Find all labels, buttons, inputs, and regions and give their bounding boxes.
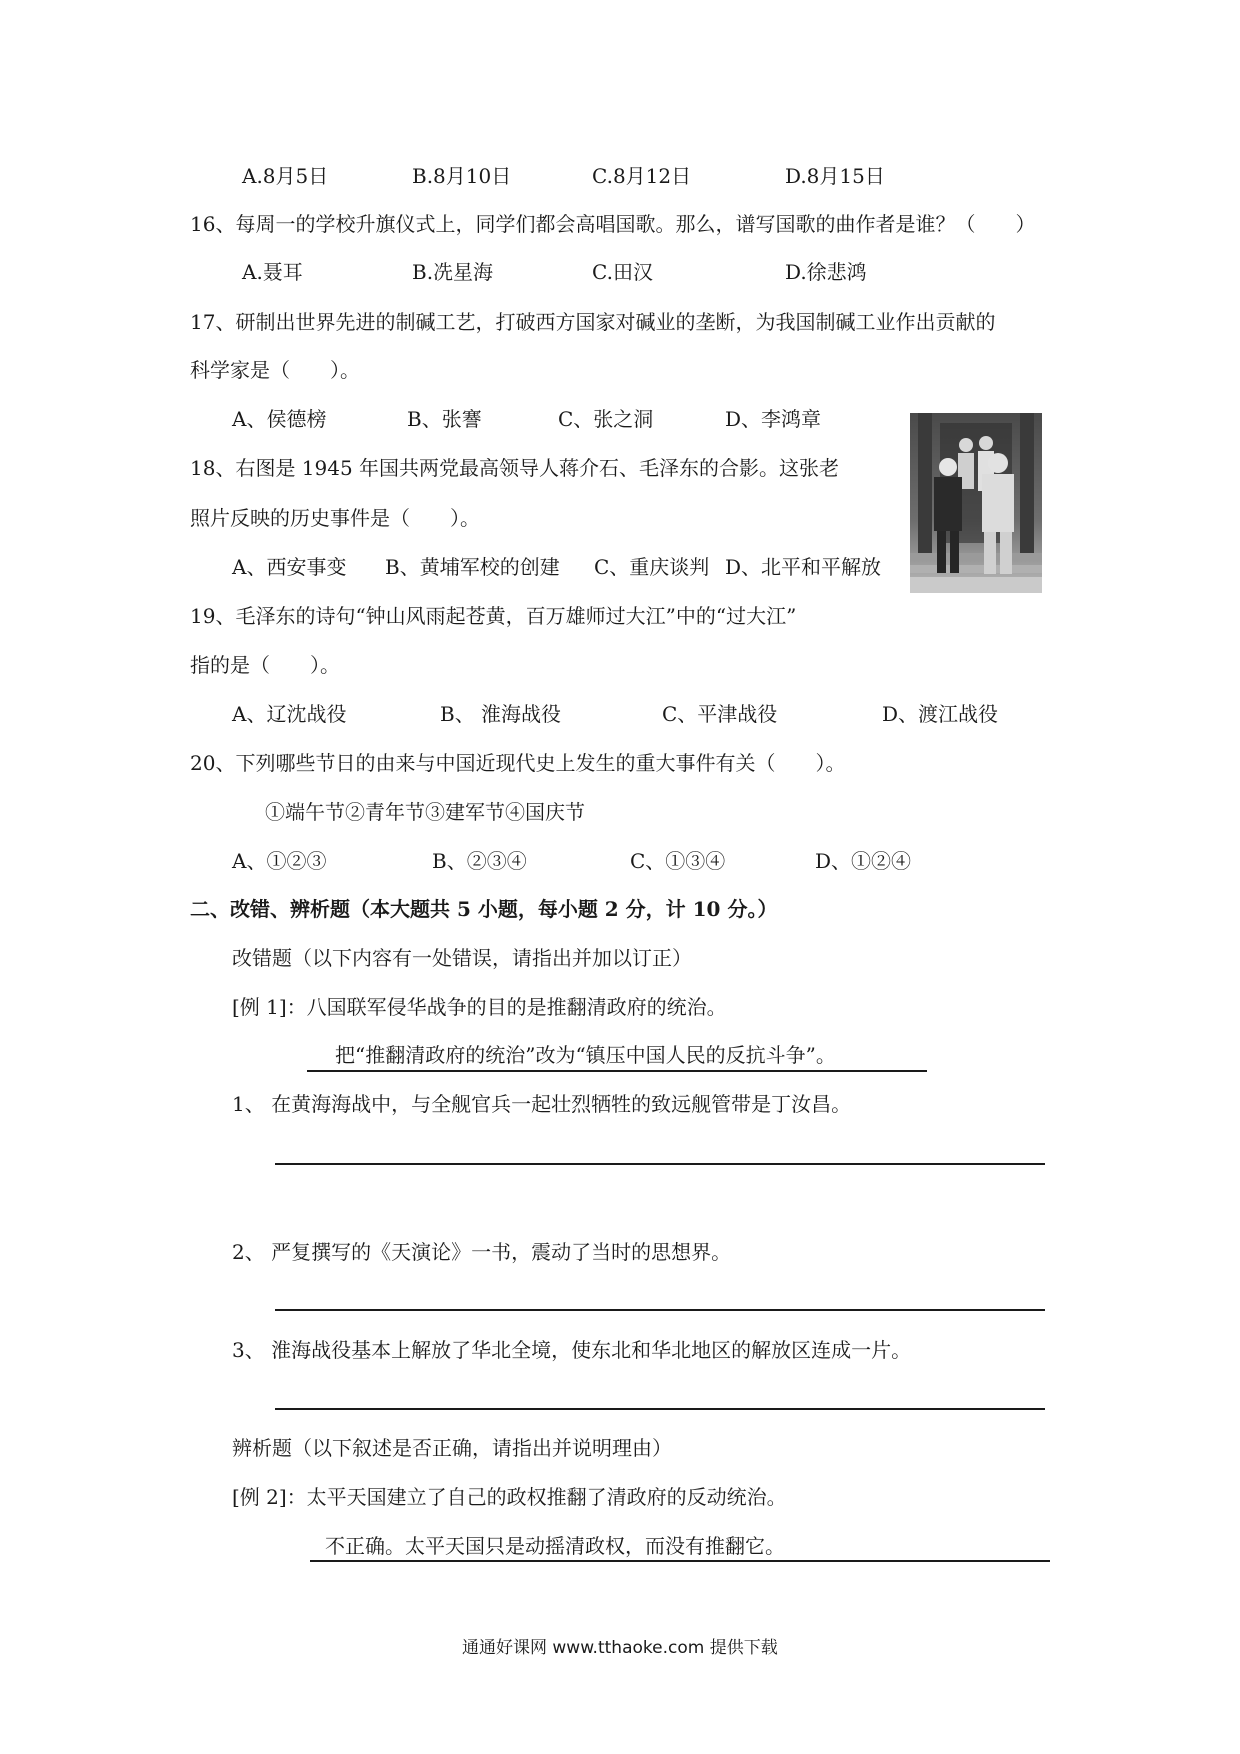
question-16-stem: 16、每周一的学校升旗仪式上，同学们都会高唱国歌。那么，谱写国歌的曲作者是谁？（ ） bbox=[190, 212, 1036, 236]
chongqing-photo-image bbox=[910, 413, 1042, 593]
q20-option-d: D、①②④ bbox=[815, 849, 912, 873]
answer-line-3 bbox=[275, 1408, 1045, 1410]
q17-option-d: D、李鸿章 bbox=[725, 407, 822, 431]
question-18-stem-line2: 照片反映的历史事件是（ ）。 bbox=[190, 506, 480, 530]
answer-line-2 bbox=[275, 1309, 1045, 1311]
question-20-choices: ①端午节②青年节③建军节④国庆节 bbox=[265, 800, 585, 824]
q16-option-a: A.聂耳 bbox=[242, 260, 303, 284]
example-1-answer: 把“推翻清政府的统治”改为“镇压中国人民的反抗斗争”。 bbox=[335, 1043, 836, 1067]
q19-option-c: C、平津战役 bbox=[662, 702, 778, 726]
q17-option-b: B、张謇 bbox=[407, 407, 482, 431]
q16-option-b: B.冼星海 bbox=[412, 260, 494, 284]
example-1-answer-line bbox=[307, 1070, 927, 1072]
section-2-heading: 二、改错、辨析题（本大题共 5 小题，每小题 2 分，计 10 分。） bbox=[190, 897, 778, 921]
historical-photo bbox=[910, 413, 1042, 593]
q18-option-c: C、重庆谈判 bbox=[594, 555, 710, 579]
q19-option-d: D、渡江战役 bbox=[882, 702, 999, 726]
q20-option-a: A、①②③ bbox=[232, 849, 327, 873]
footer-source: 通通好课网 www.tthaoke.com 提供下载 bbox=[462, 1638, 778, 1658]
example-1-question: [例 1]：八国联军侵华战争的目的是推翻清政府的统治。 bbox=[232, 995, 727, 1019]
q15-option-c: C.8月12日 bbox=[592, 164, 692, 188]
q16-option-c: C.田汉 bbox=[592, 260, 653, 284]
question-20-stem: 20、下列哪些节日的由来与中国近现代史上发生的重大事件有关（ ）。 bbox=[190, 751, 846, 775]
correction-intro: 改错题（以下内容有一处错误，请指出并加以订正） bbox=[232, 946, 692, 970]
q20-option-c: C、①③④ bbox=[630, 849, 726, 873]
q18-option-b: B、黄埔军校的创建 bbox=[385, 555, 560, 579]
q15-option-b: B.8月10日 bbox=[412, 164, 512, 188]
correction-item-3: 3、 淮海战役基本上解放了华北全境，使东北和华北地区的解放区连成一片。 bbox=[232, 1338, 912, 1362]
q15-option-a: A.8月5日 bbox=[242, 164, 329, 188]
q17-option-c: C、张之洞 bbox=[558, 407, 654, 431]
question-19-stem-line2: 指的是（ ）。 bbox=[190, 653, 340, 677]
example-2-answer-line bbox=[310, 1560, 1050, 1562]
q16-option-d: D.徐悲鸿 bbox=[785, 260, 867, 284]
q17-option-a: A、侯德榜 bbox=[232, 407, 327, 431]
q18-option-d: D、北平和平解放 bbox=[725, 555, 882, 579]
question-17-stem-line2: 科学家是（ ）。 bbox=[190, 358, 360, 382]
q18-option-a: A、西安事变 bbox=[232, 555, 347, 579]
correction-item-2: 2、 严复撰写的《天演论》一书，震动了当时的思想界。 bbox=[232, 1240, 732, 1264]
question-17-stem-line1: 17、研制出世界先进的制碱工艺，打破西方国家对碱业的垄断，为我国制碱工业作出贡献的 bbox=[190, 310, 996, 334]
q15-option-d: D.8月15日 bbox=[785, 164, 885, 188]
analysis-intro: 辨析题（以下叙述是否正确，请指出并说明理由） bbox=[232, 1436, 672, 1460]
answer-line-1 bbox=[275, 1163, 1045, 1165]
question-19-stem-line1: 19、毛泽东的诗句“钟山风雨起苍黄，百万雄师过大江”中的“过大江” bbox=[190, 604, 797, 628]
example-2-answer: 不正确。太平天国只是动摇清政权，而没有推翻它。 bbox=[325, 1534, 785, 1558]
q20-option-b: B、②③④ bbox=[432, 849, 527, 873]
example-2-question: [例 2]：太平天国建立了自己的政权推翻了清政府的反动统治。 bbox=[232, 1485, 787, 1509]
q19-option-a: A、辽沈战役 bbox=[232, 702, 347, 726]
q19-option-b: B、 淮海战役 bbox=[440, 702, 562, 726]
question-18-stem-line1: 18、右图是 1945 年国共两党最高领导人蒋介石、毛泽东的合影。这张老 bbox=[190, 456, 840, 480]
correction-item-1: 1、 在黄海海战中，与全舰官兵一起壮烈牺牲的致远舰管带是丁汝昌。 bbox=[232, 1092, 852, 1116]
